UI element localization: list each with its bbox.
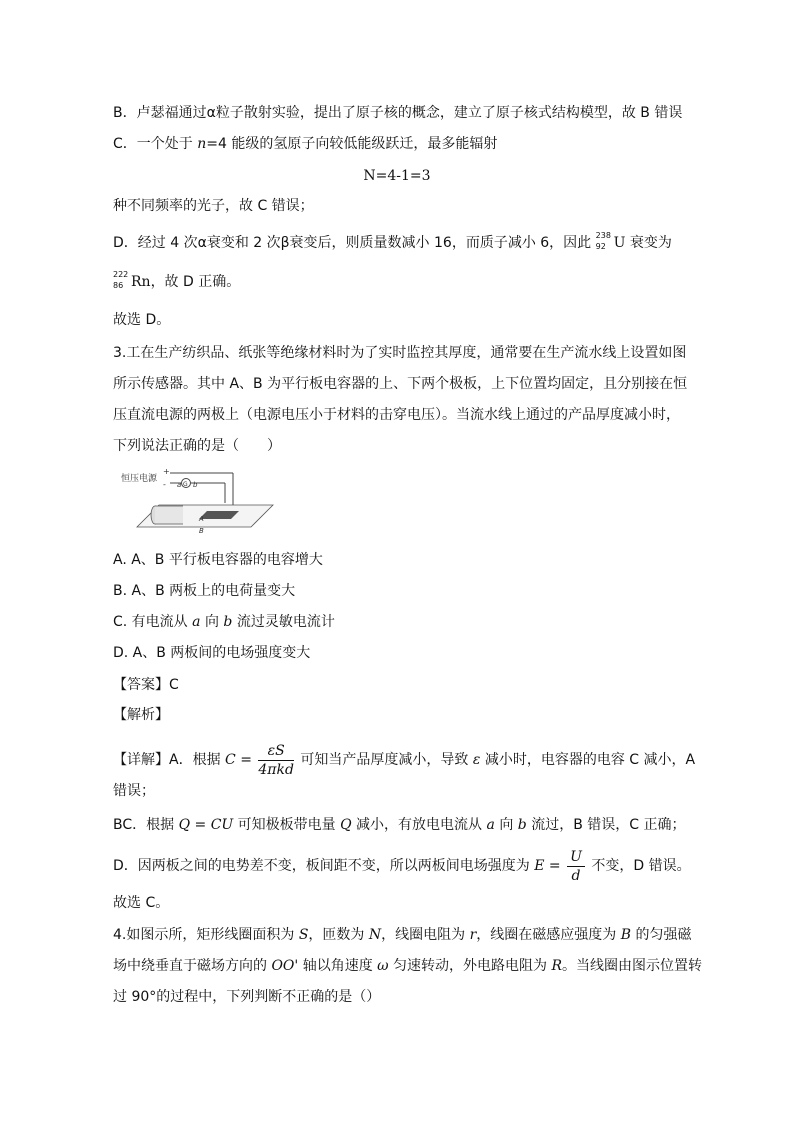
- variable-omega: ω: [377, 958, 389, 974]
- variable-e: E: [534, 858, 545, 874]
- q3-option-b: B. A、B 两板上的电荷量变大: [113, 583, 296, 599]
- q4-stem-line-1: [113, 925, 691, 945]
- q3-option-d: D. A、B 两板间的电场强度变大: [113, 645, 311, 661]
- text-segment: ，匝数为: [308, 927, 369, 943]
- variable-q: Q: [340, 817, 352, 833]
- variable-n: n: [197, 136, 207, 152]
- prev-option-d-analysis: [113, 233, 672, 253]
- axis-oo: OO': [271, 958, 299, 974]
- variable-a: a: [486, 817, 495, 833]
- mass-number: 238: [595, 231, 611, 240]
- q3-stem-line-3: 压直流电源的两极上（电源电压小于材料的击穿电压）。当流水线上通过的产品厚度减小时，: [113, 407, 680, 423]
- prev-conclusion: 故选 D。: [113, 312, 171, 328]
- label-plate-a: A: [199, 515, 204, 523]
- text-segment: 减小，有放电电流从: [351, 817, 487, 833]
- q3-detail-line-1-end: 错误；: [113, 783, 155, 799]
- text-segment: 场中绕垂直于磁场方向的: [113, 958, 272, 974]
- formula-q-cu: Q = CU: [178, 817, 234, 833]
- fraction-field-strength: [567, 848, 585, 885]
- label-plate-b: B: [199, 527, 204, 535]
- variable-b-field: B: [620, 927, 632, 943]
- q3-detail-line-1: [113, 741, 695, 779]
- text-segment: 衰变为: [625, 235, 672, 251]
- denominator: d: [571, 867, 581, 884]
- text-segment: C．一个处于: [113, 136, 198, 152]
- text-segment: C. 有电流从: [113, 614, 193, 630]
- prev-option-d-continuation: [113, 272, 240, 292]
- prev-option-b-analysis: B．卢瑟福通过α粒子散射实验，提出了原子核的概念，建立了原子核式结构模型，故 B 错误: [113, 105, 683, 121]
- text-segment: 流过，B 错误，C 正确；: [526, 817, 686, 833]
- answer-tag: 【答案】: [113, 677, 169, 693]
- q3-option-c: [113, 612, 335, 632]
- prev-option-c-conclusion: 种不同频率的光子，故 C 错误；: [113, 198, 314, 214]
- answer-value: C: [169, 677, 179, 693]
- label-a: a: [177, 481, 182, 489]
- text-segment: ，线圈电阻为: [381, 927, 470, 943]
- q3-detail-line-3: [113, 847, 691, 885]
- equals-sign: =: [544, 858, 566, 874]
- element-symbol: U: [613, 235, 626, 251]
- variable-a: a: [192, 614, 201, 630]
- text-segment: 可知极板带电量: [233, 817, 341, 833]
- q4-stem-line-2: [113, 956, 702, 976]
- text-segment: ，故 D 正确。: [150, 274, 241, 290]
- denominator: 4πkd: [258, 761, 294, 778]
- power-source-label: 恒压电源: [121, 474, 158, 484]
- variable-epsilon: ε: [472, 752, 481, 768]
- text-segment: 不变，D 错误。: [586, 858, 691, 874]
- text-segment: D．因两板之间的电势差不变，板间距不变，所以两板间电场强度为: [113, 858, 535, 874]
- text-segment: 匀速转动，外电路电阻为: [388, 958, 552, 974]
- detail-tag: 【详解】: [113, 752, 169, 768]
- isotope-uranium: [596, 233, 614, 253]
- prev-option-c-analysis: [113, 134, 497, 154]
- roll-body: [155, 506, 183, 524]
- text-segment: ，线圈在磁感应强度为: [476, 927, 621, 943]
- fraction-capacitance: [258, 742, 294, 779]
- text-segment: 轴以角速度: [298, 958, 378, 974]
- variable-r: r: [469, 927, 477, 943]
- variable-b: b: [517, 817, 527, 833]
- q4-stem-line-3: 过 90°的过程中，下列判断不正确的是（）: [113, 989, 381, 1005]
- numerator: U: [567, 848, 585, 867]
- text-segment: 流过灵敏电流计: [232, 614, 335, 630]
- plus-sign: +: [163, 467, 170, 476]
- minus-sign: -: [163, 480, 166, 489]
- variable-c: C: [225, 752, 236, 768]
- formula-n-count: N=4-1=3: [363, 168, 431, 184]
- element-symbol: Rn: [131, 274, 151, 290]
- q3-analysis-tag: 【解析】: [113, 707, 169, 723]
- q3-option-a: A. A、B 平行板电容器的电容增大: [113, 552, 323, 568]
- text-segment: 减小时，电容器的电容 C 减小，A: [480, 752, 696, 768]
- text-segment: 向: [494, 817, 518, 833]
- atomic-number: 86: [113, 281, 124, 290]
- label-g: G: [183, 481, 188, 488]
- label-b-small: b: [193, 481, 198, 489]
- text-segment: 可知当产品厚度减小，导致: [295, 752, 473, 768]
- q3-stem-line-4: 下列说法正确的是（ ）: [113, 438, 281, 454]
- equals-sign: =: [235, 752, 257, 768]
- text-segment: 。当线圈由图示位置转: [562, 958, 703, 974]
- q3-stem-line-1: 3.工在生产纺织品、纸张等绝缘材料时为了实时监控其厚度，通常要在生产流水线上设置如图: [113, 345, 687, 361]
- numerator: εS: [258, 742, 294, 761]
- q3-answer: [113, 675, 179, 695]
- text-segment: 的匀强磁: [631, 927, 692, 943]
- text-segment: 向: [200, 614, 224, 630]
- variable-b: b: [223, 614, 233, 630]
- q3-detail-line-2: [113, 815, 685, 835]
- text-segment: BC．根据: [113, 817, 179, 833]
- variable-s: S: [298, 927, 309, 943]
- text-segment: =4 能级的氢原子向较低能级跃迁，最多能辐射: [206, 136, 498, 152]
- variable-n: N: [368, 927, 382, 943]
- text-segment: D．经过 4 次α衰变和 2 次β衰变后，则质量数减小 16，而质子减小 6，因此: [113, 235, 596, 251]
- sensor-diagram: [115, 465, 285, 535]
- mass-number: 222: [113, 270, 129, 279]
- atomic-number: 92: [595, 242, 606, 251]
- text-segment: 4.如图示所，矩形线圈面积为: [113, 927, 299, 943]
- q3-conclusion: 故选 C。: [113, 895, 170, 911]
- isotope-radon: [113, 272, 131, 292]
- text-segment: A．根据: [169, 752, 226, 768]
- variable-r-external: R: [551, 958, 563, 974]
- q3-stem-line-2: 所示传感器。其中 A、B 为平行板电容器的上、下两个极板，上下位置均固定，且分别接在恒: [113, 376, 688, 392]
